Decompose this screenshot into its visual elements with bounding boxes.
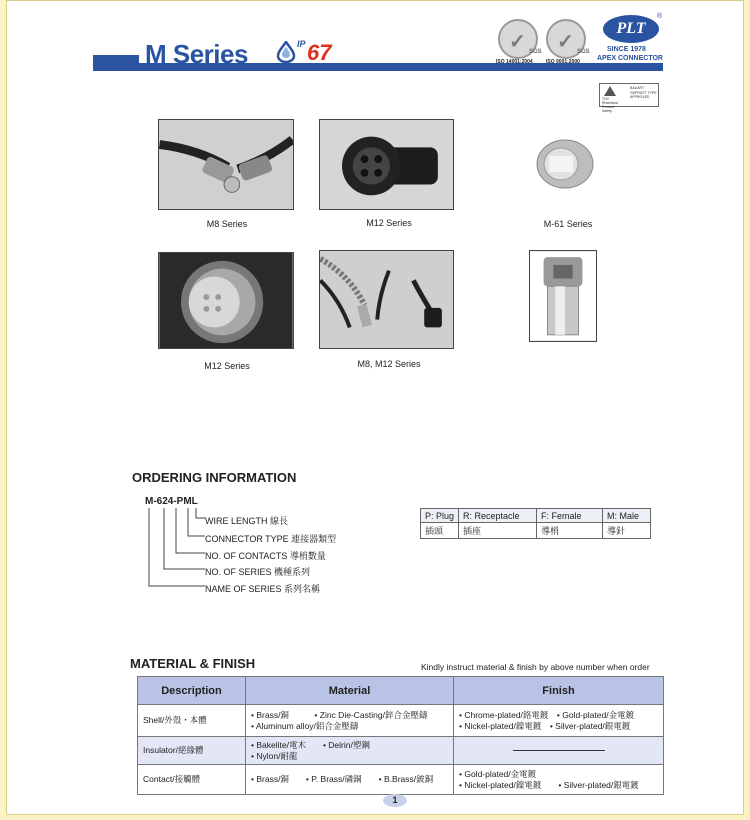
material-cell xyxy=(246,737,454,765)
column-header: Material xyxy=(246,677,454,705)
ordering-line-wire-length: WIRE LENGTH 線長 xyxy=(205,516,289,526)
sgs-label: SGS xyxy=(577,49,590,55)
page-number: 1 xyxy=(383,794,407,807)
code-zh-cell: 插頭 xyxy=(421,523,459,539)
warning-triangle-icon xyxy=(604,86,616,96)
ip-label: IP xyxy=(297,39,306,49)
material-finish-title: MATERIAL & FINISH xyxy=(130,656,256,671)
page-title: M Series xyxy=(145,39,248,69)
finish-cell xyxy=(454,765,664,795)
column-header: Description xyxy=(138,677,246,705)
cert-caption: ISO 14001:2004 xyxy=(496,59,533,65)
finish-line: • Nickel-plated/鎳電鍍 • Silver-plated/銀電鍍 xyxy=(459,779,639,790)
material-line: • Aluminum alloy/鋁合金壓鑄 xyxy=(251,720,359,731)
code-zh-cell: 導梢 xyxy=(537,523,603,539)
material-cell xyxy=(246,705,454,737)
ordering-line-series-name: NAME OF SERIES 系列名稱 xyxy=(205,584,321,594)
ordering-line-series-no: NO. OF SERIES 機種系列 xyxy=(205,567,311,577)
ip67-logo xyxy=(275,39,345,67)
photo-caption: M8 Series xyxy=(206,219,248,229)
brand-name: APEX CONNECTOR xyxy=(597,55,663,62)
material-finish-table xyxy=(137,676,664,795)
registered-mark: ® xyxy=(657,13,663,20)
finish-line: • Nickel-plated/鎳電鍍 • Silver-plated/銀電鍍 xyxy=(459,720,631,731)
row-description: Contact/接觸體 xyxy=(138,765,246,795)
finish-line: • Gold-plated/金電鍍 xyxy=(459,768,537,779)
m8-series-photo xyxy=(158,119,294,210)
sgs-label: SGS xyxy=(529,49,542,55)
connector-code-table xyxy=(420,508,651,539)
ip-number: 67 xyxy=(307,40,332,65)
material-line: • Bakelite/電木 • Delrin/塑鋼 xyxy=(251,739,370,750)
code-zh-cell: 導針 xyxy=(603,523,651,539)
code-cell: F: Female xyxy=(537,509,603,523)
photo-caption: M8, M12 Series xyxy=(357,359,421,369)
table-row xyxy=(138,705,664,737)
photo-caption: M12 Series xyxy=(204,361,250,371)
material-line: • Nylon/耐龍 xyxy=(251,750,298,761)
tuv-type-approved-mark xyxy=(599,83,659,113)
material-line: • Brass/銅 • Zinc Die-Casting/鋅合金壓鑄 xyxy=(251,709,428,720)
order-note: Kindly instruct material & finish by above number when order xyxy=(421,662,650,672)
m61-series-photo xyxy=(527,132,603,199)
table-row xyxy=(138,737,664,765)
tuv-left-text: TÜV Rheinland Product Safety xyxy=(602,97,618,113)
column-header: Finish xyxy=(454,677,664,705)
material-line: • Brass/銅 • P. Brass/磷銅 • B.Brass/鈹銅 xyxy=(251,774,434,784)
table-row xyxy=(138,765,664,795)
row-description: Shell/外殼・本體 xyxy=(138,705,246,737)
sgs-iso9001-seal-icon: ✓ xyxy=(546,19,586,59)
receptacle-photo xyxy=(529,250,597,342)
header-accent-block xyxy=(93,55,139,71)
photo-caption: M-61 Series xyxy=(543,219,593,229)
material-cell xyxy=(246,765,454,795)
no-finish-dash xyxy=(513,750,605,751)
code-cell: M: Male xyxy=(603,509,651,523)
code-cell: R: Receptacle xyxy=(459,509,537,523)
ordering-info-title: ORDERING INFORMATION xyxy=(132,470,297,485)
ordering-bracket-lines xyxy=(143,506,213,592)
brand-since: SINCE 1978 xyxy=(607,46,646,53)
catalog-page xyxy=(6,0,744,815)
finish-cell xyxy=(454,705,664,737)
m12-series-photo xyxy=(319,119,454,210)
finish-line: • Chrome-plated/鉻電鍍 • Gold-plated/金電鍍 xyxy=(459,709,635,720)
m8-m12-cables-photo xyxy=(319,250,454,349)
part-number: M-624-PML xyxy=(145,496,198,507)
code-cell: P: Plug xyxy=(421,509,459,523)
photo-caption: M12 Series xyxy=(366,218,412,228)
sgs-iso14001-seal-icon: ✓ xyxy=(498,19,538,59)
cert-caption: ISO 9001:2000 xyxy=(546,59,580,65)
water-drop-icon xyxy=(275,41,297,63)
tuv-right-text: BAUART GEPRÜFT TYPE APPROVED xyxy=(630,86,657,99)
row-description: Insulator/絕緣體 xyxy=(138,737,246,765)
code-zh-cell: 插座 xyxy=(459,523,537,539)
ordering-line-contacts: NO. OF CONTACTS 導梢數量 xyxy=(205,551,326,561)
ordering-line-connector-type: CONNECTOR TYPE 連接器類型 xyxy=(205,534,337,544)
finish-cell xyxy=(454,737,664,765)
m12-series-panel-photo xyxy=(158,252,294,349)
plt-logo: PLT xyxy=(603,15,659,43)
